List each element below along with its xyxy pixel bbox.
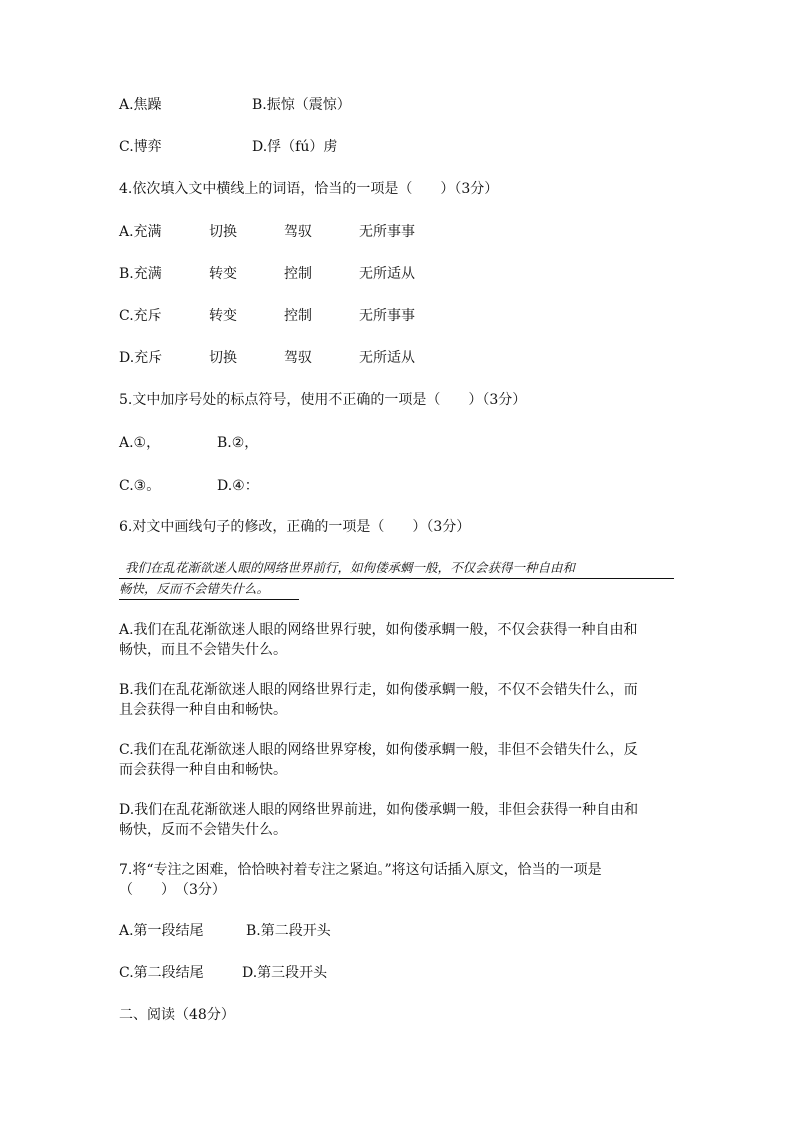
q6-option-b-line-1: B.我们在乱花渐欲迷人眼的网络世界行走，如佝偻承蜩一般，不仅不会错失什么，而 xyxy=(119,682,638,698)
q4-option-word: 无所适从 xyxy=(359,266,415,282)
q6-option-c-line-1: C.我们在乱花渐欲迷人眼的网络世界穿梭，如佝偻承蜩一般，非但不会错失什么，反 xyxy=(119,742,638,758)
q7-option-d: D.第三段开头 xyxy=(242,965,328,981)
q4-option-word: 转变 xyxy=(209,266,237,282)
q6-stem: 6.对文中画线句子的修改，正确的一项是（ ）（3分） xyxy=(119,519,471,535)
q7-option-a: A.第一段结尾 xyxy=(119,923,204,939)
underlined-line-2: 畅快，反而不会错失什么。 xyxy=(119,579,299,600)
q6-option-c xyxy=(119,740,679,780)
q3-option-b: B.振惊（震惊） xyxy=(252,97,351,113)
q6-option-d-line-1: D.我们在乱花渐欲迷人眼的网络世界前进，如佝偻承蜩一般，非但会获得一种自由和 xyxy=(119,802,639,818)
q6-option-b xyxy=(119,680,679,720)
q4-option-word: 切换 xyxy=(209,350,237,366)
underlined-line-1: 我们在乱花渐欲迷人眼的网络世界前行，如佝偻承蜩一般，不仅会获得一种自由和 xyxy=(119,558,674,579)
q6-option-c-line-2: 而会获得一种自由和畅快。 xyxy=(119,762,287,778)
q3-option-d: D.俘（fú）虏 xyxy=(252,139,338,155)
q4-option-word: 无所适从 xyxy=(359,350,415,366)
q6-option-d-line-2: 畅快，反而不会错失什么。 xyxy=(119,822,287,838)
q7-stem xyxy=(119,860,679,900)
q3-option-a: A.焦躁 xyxy=(119,97,162,113)
q6-option-a-line-2: 畅快，而且不会错失什么。 xyxy=(119,642,287,658)
q6-option-b-line-2: 且会获得一种自由和畅快。 xyxy=(119,702,287,718)
q5-option-c: C.③。 xyxy=(119,478,161,494)
q4-option-word: 无所事事 xyxy=(359,224,415,240)
q4-option-label: B.充满 xyxy=(119,266,162,282)
q5-stem: 5.文中加序号处的标点符号，使用不正确的一项是（ ）（3分） xyxy=(119,392,527,408)
q4-option-label: D.充斥 xyxy=(119,350,163,366)
q4-option-word: 控制 xyxy=(284,266,312,282)
q4-option-word: 转变 xyxy=(209,308,237,324)
q7-stem-line-2: （ ） （3分） xyxy=(119,882,226,898)
q5-option-b: B.②， xyxy=(217,435,259,451)
q6-option-d xyxy=(119,800,679,840)
q4-option-word: 无所事事 xyxy=(359,308,415,324)
q6-underlined-sentence xyxy=(119,558,679,600)
q6-option-a xyxy=(119,620,679,660)
q4-option-word: 切换 xyxy=(209,224,237,240)
q4-option-word: 驾驭 xyxy=(284,224,312,240)
q6-option-a-line-1: A.我们在乱花渐欲迷人眼的网络世界行驶，如佝偻承蜩一般，不仅会获得一种自由和 xyxy=(119,622,638,638)
q4-option-label: A.充满 xyxy=(119,224,162,240)
q4-stem: 4.依次填入文中横线上的词语，恰当的一项是（ ）（3分） xyxy=(119,181,499,197)
q7-stem-line-1: 7.将“专注之困难，恰恰映衬着专注之紧迫。”将这句话插入原文，恰当的一项是 xyxy=(119,862,602,878)
q4-option-label: C.充斥 xyxy=(119,308,162,324)
q4-option-word: 控制 xyxy=(284,308,312,324)
q7-option-b: B.第二段开头 xyxy=(246,923,331,939)
q4-option-word: 驾驭 xyxy=(284,350,312,366)
q5-option-a: A.①， xyxy=(119,435,161,451)
q3-option-c: C.博弈 xyxy=(119,139,162,155)
q7-option-c: C.第二段结尾 xyxy=(119,965,204,981)
section-heading: 二、阅读（48分） xyxy=(119,1007,235,1023)
q5-option-d: D.④： xyxy=(217,478,259,494)
